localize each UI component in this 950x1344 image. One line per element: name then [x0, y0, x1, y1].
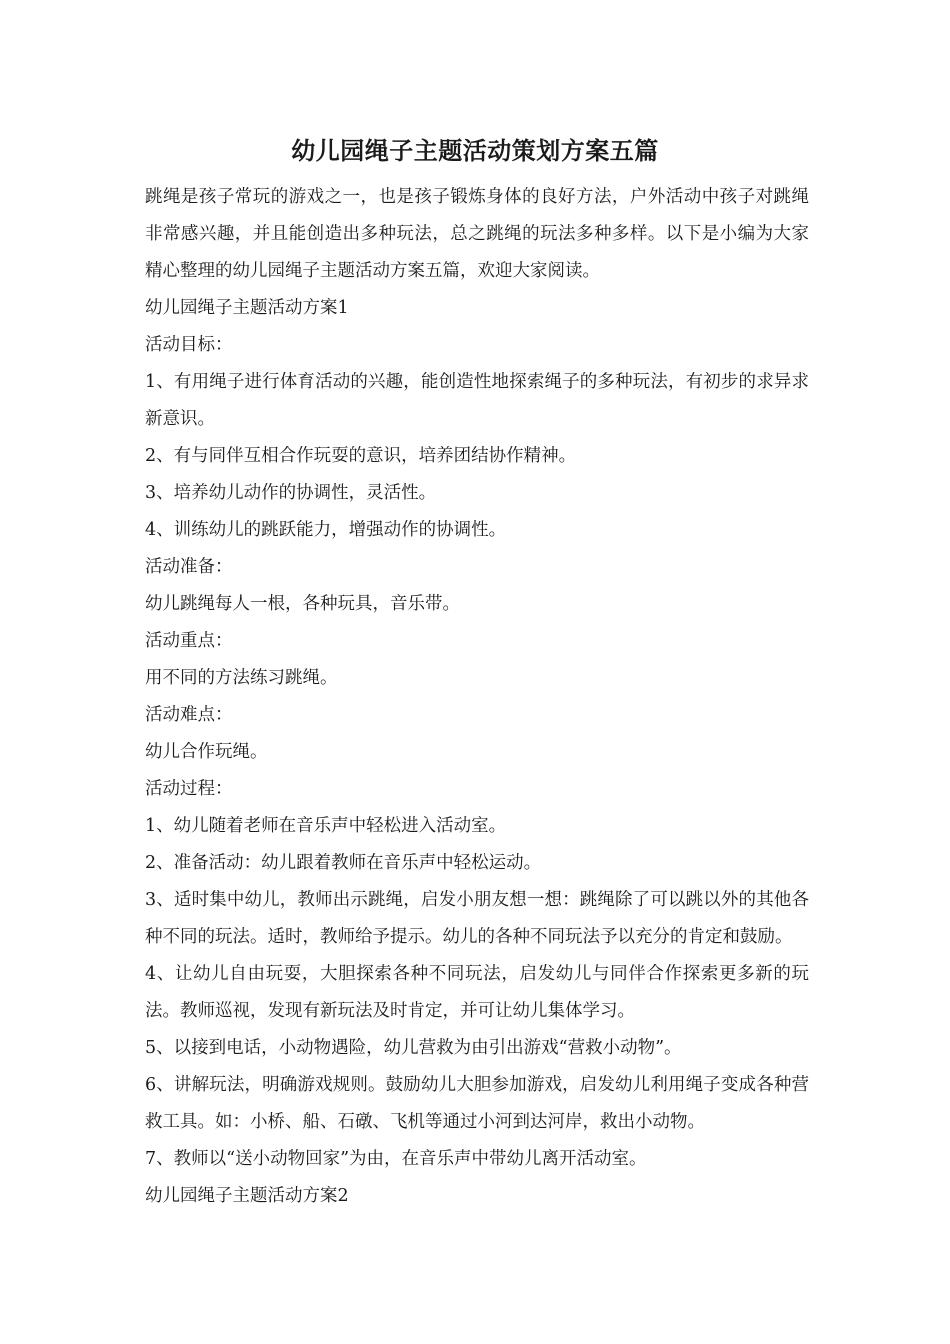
process-step-4: 4、让幼儿自由玩耍，大胆探索各种不同玩法，启发幼儿与同伴合作探索更多新的玩法。教师巡视，发现有新玩法及时肯定，并可让幼儿集体学习。	[145, 964, 809, 1021]
label-activity-difficulty: 活动难点：	[145, 705, 233, 725]
goal-item-2: 2、有与同伴互相合作玩耍的意识，培养团结协作精神。	[145, 446, 577, 466]
document-title: 幼儿园绳子主题活动策划方案五篇	[291, 136, 659, 165]
goal-item-4: 4、训练幼儿的跳跃能力，增强动作的协调性。	[145, 520, 507, 540]
document-body	[145, 179, 809, 1215]
goal-item-1: 1、有用绳子进行体育活动的兴趣，能创造性地探索绳子的多种玩法，有初步的求异求新意识。	[145, 372, 809, 429]
difficulty-text: 幼儿合作玩绳。	[145, 742, 268, 762]
process-step-1: 1、幼儿随着老师在音乐声中轻松进入活动室。	[145, 816, 507, 836]
section-heading-plan-2: 幼儿园绳子主题活动方案2	[145, 1186, 349, 1206]
label-activity-preparation: 活动准备：	[145, 557, 233, 577]
process-step-7: 7、教师以“送小动物回家”为由，在音乐声中带幼儿离开活动室。	[145, 1149, 647, 1169]
label-activity-process: 活动过程：	[145, 779, 233, 799]
focus-text: 用不同的方法练习跳绳。	[145, 668, 338, 688]
process-step-5: 5、以接到电话，小动物遇险，幼儿营救为由引出游戏“营救小动物”。	[145, 1038, 682, 1058]
preparation-text: 幼儿跳绳每人一根，各种玩具，音乐带。	[145, 594, 460, 614]
goal-item-3: 3、培养幼儿动作的协调性，灵活性。	[145, 483, 437, 503]
process-step-3: 3、适时集中幼儿，教师出示跳绳，启发小朋友想一想：跳绳除了可以跳以外的其他各种不同的玩法。适时，教师给予提示。幼儿的各种不同玩法予以充分的肯定和鼓励。	[145, 890, 809, 947]
process-step-6: 6、讲解玩法，明确游戏规则。鼓励幼儿大胆参加游戏，启发幼儿利用绳子变成各种营救工具。如：小桥、船、石礅、飞机等通过小河到达河岸，救出小动物。	[145, 1075, 809, 1132]
label-activity-goals: 活动目标：	[145, 335, 233, 355]
intro-paragraph: 跳绳是孩子常玩的游戏之一，也是孩子锻炼身体的良好方法，户外活动中孩子对跳绳非常感兴趣，并且能创造出多种玩法，总之跳绳的玩法多种多样。以下是小编为大家精心整理的幼儿园绳子主题活动方案五篇，欢迎大家阅读。	[145, 187, 809, 281]
section-heading-plan-1: 幼儿园绳子主题活动方案1	[145, 298, 349, 318]
label-activity-focus: 活动重点：	[145, 631, 233, 651]
process-step-2: 2、准备活动：幼儿跟着教师在音乐声中轻松运动。	[145, 853, 542, 873]
